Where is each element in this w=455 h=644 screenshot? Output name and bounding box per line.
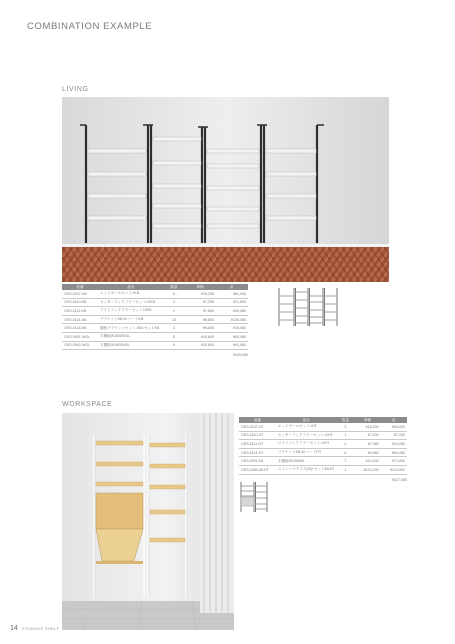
cell-code: OSS-0110-KB <box>62 298 98 307</box>
living-section-label: LIVING <box>62 86 89 93</box>
cell-qty: 1 <box>336 431 354 440</box>
cell-qty: 2 <box>336 440 354 449</box>
workspace-header-name: 品名 <box>276 417 337 423</box>
cell-subtotal: ¥106,080 <box>216 315 248 324</box>
cell-subtotal: ¥14,080 <box>381 440 407 449</box>
table-row <box>239 457 407 466</box>
cell-qty: 2 <box>164 307 184 316</box>
cell-qty: 3 <box>336 423 354 431</box>
cell-code: OSS-0901-ML <box>239 457 276 466</box>
cell-unit-price: ¥8,800 <box>184 315 216 324</box>
cell-name: 木棚板W1000ML <box>276 457 337 466</box>
cell-qty: 16 <box>164 315 184 324</box>
living-total: ¥449,080 <box>233 353 248 358</box>
table-row <box>239 440 407 449</box>
cell-qty: 7 <box>336 457 354 466</box>
living-header-name: 品名 <box>98 284 164 290</box>
cell-subtotal: ¥84,080 <box>216 332 248 341</box>
workspace-total: ¥337,080 <box>392 477 407 482</box>
cell-unit-price: ¥7,080 <box>354 440 380 449</box>
cell-subtotal: ¥124,800 <box>381 465 407 474</box>
cell-qty: 9 <box>164 341 184 350</box>
cell-name: 木棚板W1000WGL <box>98 341 164 350</box>
workspace-shelf-diagram <box>239 480 269 519</box>
living-header-unit-price: 単価 <box>184 284 216 290</box>
cell-unit-price: ¥5,808 <box>184 324 216 333</box>
cell-name: エッジポールセット×HT <box>276 423 337 431</box>
cell-subtotal: ¥7,200 <box>381 431 407 440</box>
table-row <box>62 315 248 324</box>
cell-unit-price: ¥8,080 <box>354 448 380 457</box>
cell-code: OSS-0111-HT <box>239 440 276 449</box>
workspace-header-unit-price: 単価 <box>354 417 380 423</box>
footer-section-label: STORAGE SHELF <box>22 626 60 631</box>
workspace-spec-table <box>239 417 407 475</box>
table-row <box>239 423 407 431</box>
cell-unit-price: ¥7,800 <box>184 307 216 316</box>
workspace-photo <box>62 413 234 630</box>
cell-code: OSS-0118-KB <box>62 324 98 333</box>
living-header-qty: 数量 <box>164 284 184 290</box>
cell-code: OSS-0114-HT <box>239 448 276 457</box>
table-row <box>62 290 248 298</box>
cell-code: OSS-0110-HT <box>239 431 276 440</box>
workspace-header-qty: 数量 <box>336 417 354 423</box>
living-header-code: 品番 <box>62 284 98 290</box>
workspace-section-label: WORKSPACE <box>62 401 113 408</box>
cell-subtotal: ¥21,600 <box>216 298 248 307</box>
table-row <box>239 448 407 457</box>
table-row <box>62 298 248 307</box>
cell-unit-price: ¥10,800 <box>184 341 216 350</box>
living-shelf-diagram <box>277 286 339 333</box>
cell-qty: 8 <box>164 332 184 341</box>
cell-name: ストレージデスク(M)+セットMLHT <box>276 465 337 474</box>
cell-name: センターフックフラーセット×2HT <box>276 431 337 440</box>
living-spec-table <box>62 284 248 350</box>
page-number: 14 <box>10 625 18 632</box>
living-spec-table-wrapper <box>62 284 248 357</box>
cell-qty: 1 <box>336 465 354 474</box>
table-row <box>62 324 248 333</box>
cell-subtotal: ¥15,080 <box>216 324 248 333</box>
workspace-header-subtotal: 計 <box>381 417 407 423</box>
cell-name: 棚板ブラケットセット-KB×セットKB <box>98 324 164 333</box>
cell-code: OSS-0902-WGL <box>62 341 98 350</box>
table-row <box>62 341 248 350</box>
cell-name: センターフックフラーセット×2KB <box>98 298 164 307</box>
cell-subtotal: ¥54,600 <box>381 423 407 431</box>
cell-subtotal: ¥34,080 <box>216 307 248 316</box>
cell-code: OSS-0114-KB <box>62 315 98 324</box>
cell-unit-price: ¥10,200 <box>354 457 380 466</box>
cell-unit-price: ¥16,208 <box>184 290 216 298</box>
cell-name: ワイドフックフラーセット×2HT <box>276 440 337 449</box>
cell-qty: 8 <box>336 448 354 457</box>
cell-subtotal: ¥71,500 <box>381 457 407 466</box>
cell-name: 木棚板W1000WGL <box>98 332 164 341</box>
cell-name: ワイドフックフラーセット×2KB <box>98 307 164 316</box>
cell-unit-price: ¥18,200 <box>354 423 380 431</box>
living-header-subtotal: 計 <box>216 284 248 290</box>
living-photo <box>62 97 389 282</box>
cell-unit-price: ¥124,200 <box>354 465 380 474</box>
page-title: COMBINATION EXAMPLE <box>27 21 153 32</box>
table-row <box>239 431 407 440</box>
cell-code: OSS-0037-KB <box>62 290 98 298</box>
workspace-spec-table-wrapper <box>239 417 407 482</box>
workspace-header-code: 品番 <box>239 417 276 423</box>
cell-code: OSS-0480-MLHT <box>239 465 276 474</box>
cell-subtotal: ¥64,080 <box>381 448 407 457</box>
cell-name: エッジポールセット×KB <box>98 290 164 298</box>
table-row <box>239 465 407 474</box>
cell-unit-price: ¥10,800 <box>184 332 216 341</box>
cell-subtotal: ¥91,080 <box>216 341 248 350</box>
cell-unit-price: ¥7,200 <box>354 431 380 440</box>
table-row <box>62 332 248 341</box>
cell-qty: 5 <box>164 290 184 298</box>
cell-unit-price: ¥7,208 <box>184 298 216 307</box>
cell-code: OSS-0107-HT <box>239 423 276 431</box>
cell-name: ブラケットKB-M ハードHT <box>276 448 337 457</box>
cell-subtotal: ¥81,040 <box>216 290 248 298</box>
cell-qty: 3 <box>164 324 184 333</box>
table-row <box>62 307 248 316</box>
cell-code: OSS-0901-WGL <box>62 332 98 341</box>
cell-code: OSS-0111-KB <box>62 307 98 316</box>
cell-name: ブラケットKB-M ハードKB <box>98 315 164 324</box>
cell-qty: 3 <box>164 298 184 307</box>
